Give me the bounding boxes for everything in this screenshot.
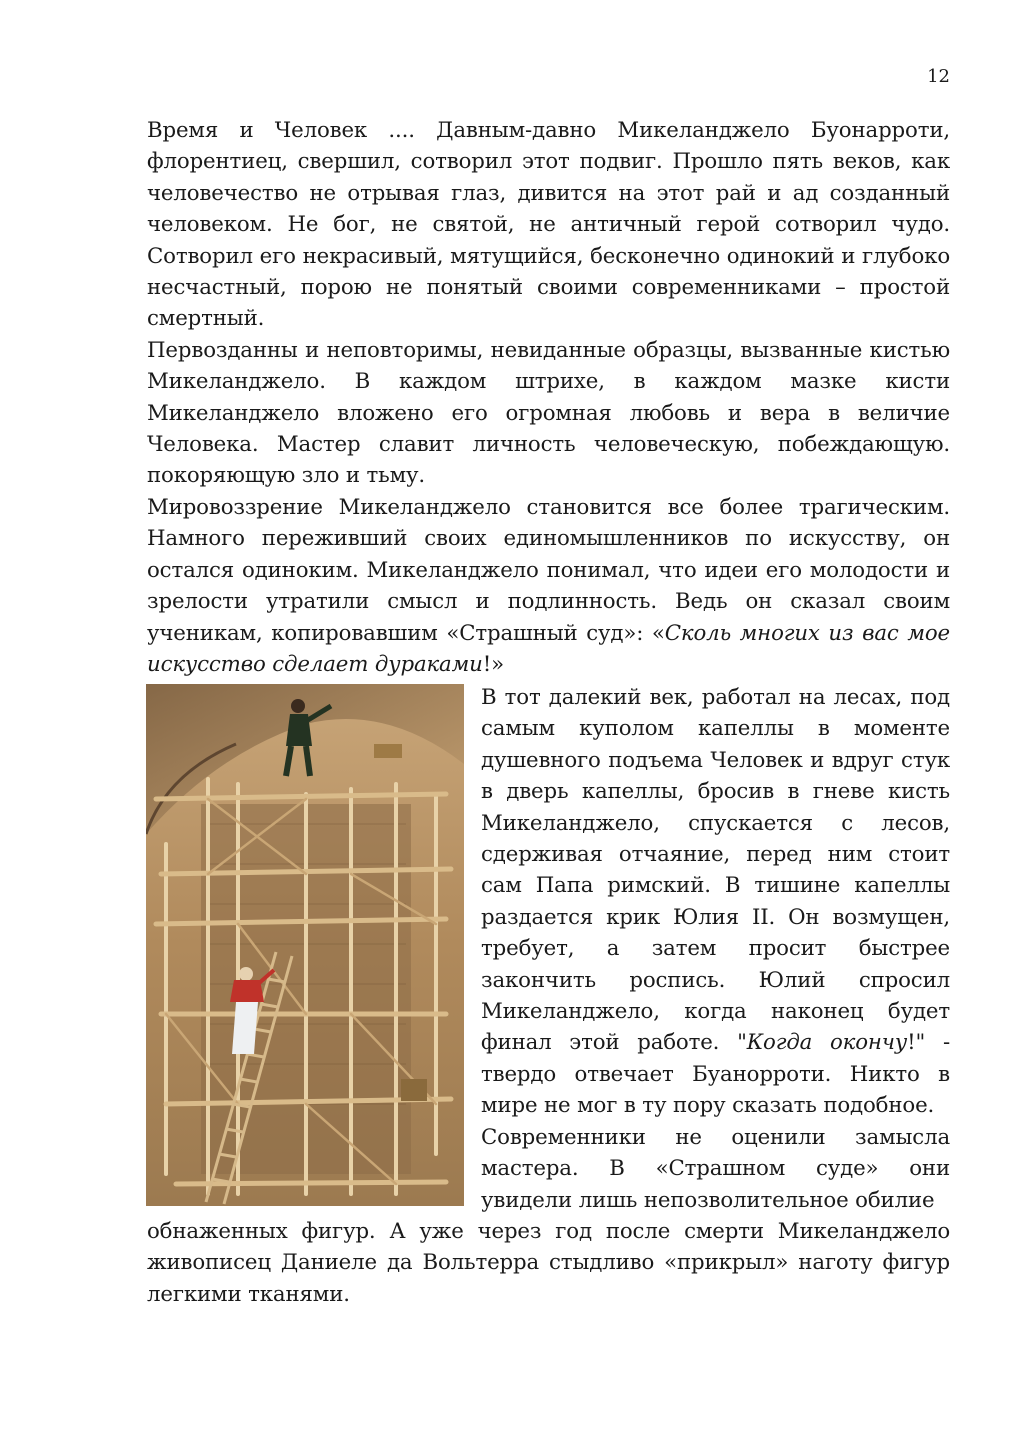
scaffolding-illustration	[146, 684, 464, 1206]
main-text-block	[147, 115, 950, 680]
paragraph-worldview-text: Мировоззрение Микеланджело становится все более трагическим. Намного переживший своих единомышленников по искусству, он остался одиноким. Микеланджело понимал, что идеи его молодости и зрелости утратили смысл и подлинность. Ведь он сказал своим ученикам, копировавшим «Страшный суд»: «	[147, 494, 950, 646]
paragraph-worldview-end: !»	[482, 651, 504, 677]
page-number: 12	[927, 66, 950, 87]
side-text-block	[481, 682, 950, 1216]
when-i-finish-quote: Когда окончу	[746, 1030, 908, 1056]
michelangelo-quote: Сколь многих из вас мое искусство сделает дураками	[147, 620, 950, 677]
paragraph-time-and-man: Время и Человек .... Давным-давно Микеланджело Буонарроти, флорентиец, свершил, сотворил этот подвиг. Прошло пять веков, как человечество не отрывая глаз, дивится на этот рай и ад созданный человеком. Не бог, не святой, не античный герой сотворил чудо. Сотворил его некрасивый, мятущийся, бесконечно одинокий и глубоко несчастный, порою не понятый своими современниками – простой смертный.	[147, 118, 950, 332]
paragraph-pope-visit	[481, 682, 950, 1122]
paragraph-worldview	[147, 492, 950, 680]
paragraph-contemporaries-continued: обнаженных фигур. А уже через год после смерти Микеланджело живописец Даниеле да Вольтерра стыдливо «прикрыл» наготу фигур легкими тканями.	[147, 1219, 950, 1307]
tail-text-block	[147, 1216, 950, 1310]
paragraph-pope-visit-end: !" - твердо отвечает Буанорроти. Никто в мире не мог в ту пору сказать подобное.	[481, 1030, 950, 1119]
paragraph-pristine-works: Первозданны и неповторимы, невиданные образцы, вызванные кистью Микеланджело. В каждом штрихе, в каждом мазке кисти Микеланджело вложено его огромная любовь и вера в величие Человека. Мастер славит личность человеческую, побеждающую. покоряющую зло и тьму.	[147, 337, 950, 489]
paragraph-pope-visit-text: В тот далекий век, работал на лесах, под самым куполом капеллы в моменте душевного подъема Человек и вдруг стук в дверь капеллы, бросив в гневе кисть Микеланджело, спускается с лесов, сдерживая отчаяние, перед ним стоит сам Папа римский. В тишине капеллы раздается крик Юлия II. Он возмущен, требует, а затем просит быстрее закончить роспись. Юлий спросил Микеланджело, когда наконец будет финал этой работе. "	[481, 685, 950, 1056]
paragraph-contemporaries: Современники не оценили замысла мастера. В «Страшном суде» они увидели лишь непозволительное обилие	[481, 1124, 950, 1213]
